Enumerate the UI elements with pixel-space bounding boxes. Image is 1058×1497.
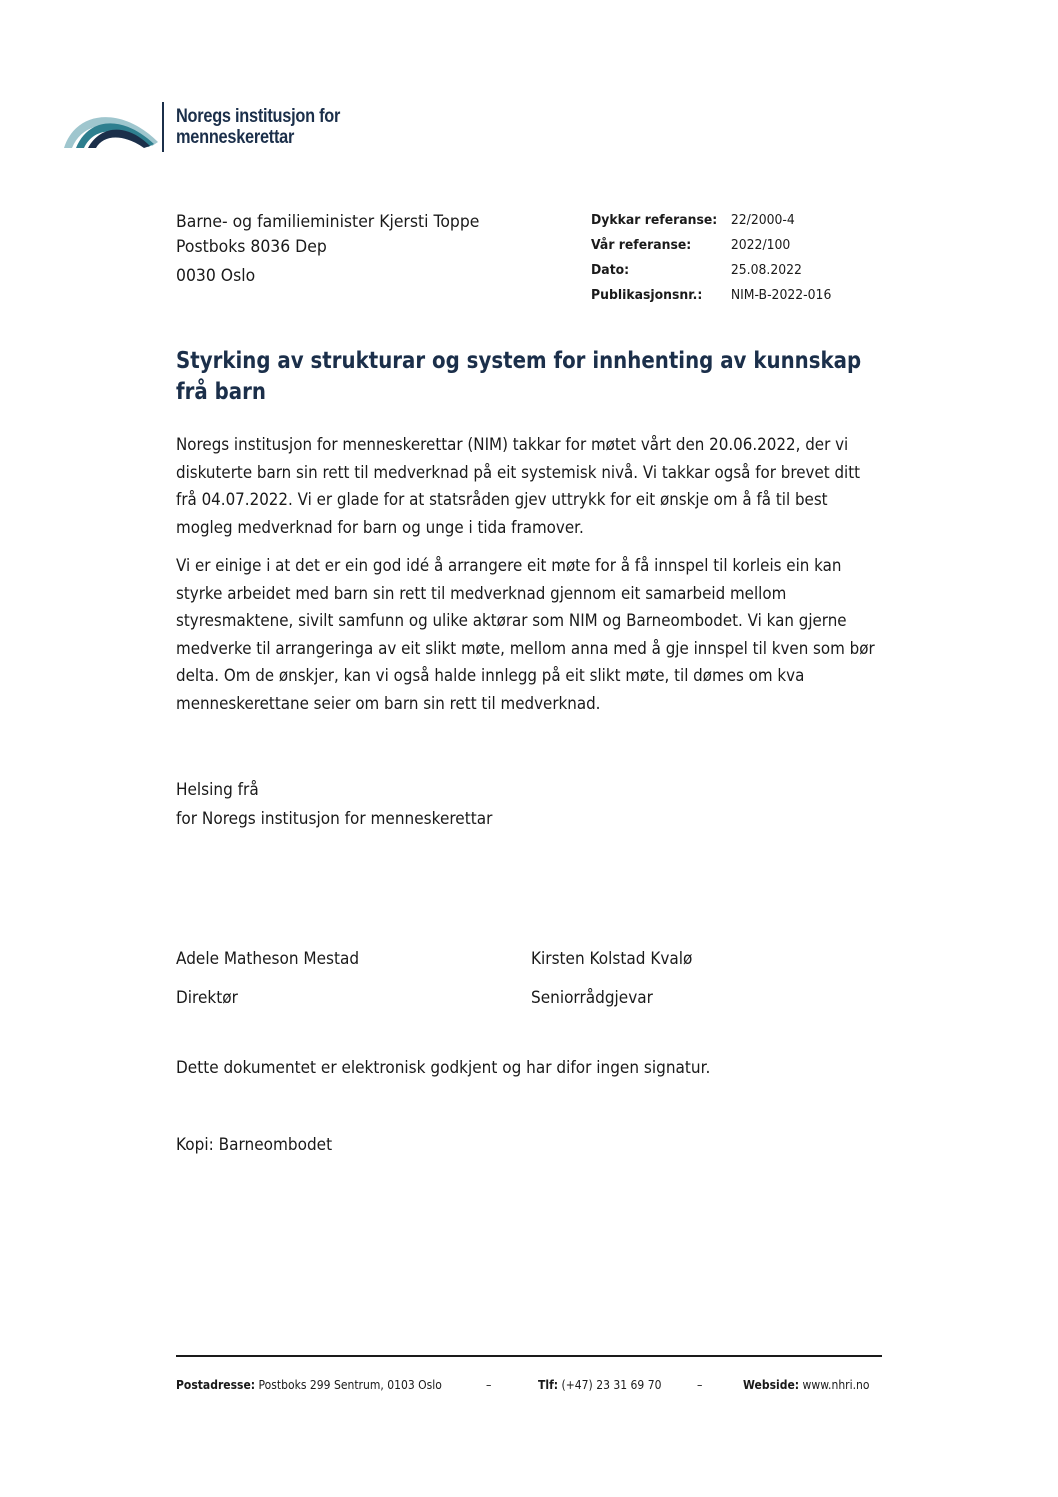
logo-line-1: Noregs institusjon for: [176, 106, 341, 127]
letter-title: Styrking av strukturar og system for innhenting av kunnskap frå barn: [176, 348, 862, 405]
logo-divider: [162, 102, 164, 152]
closing-greeting: Helsing frå: [176, 780, 259, 800]
footer-postal: [176, 1376, 442, 1394]
footer-phone: [538, 1376, 661, 1394]
footer-web-link[interactable]: www.nhri.no: [802, 1378, 870, 1392]
footer-phone-label: Tlf:: [538, 1378, 559, 1392]
signer-1: [176, 940, 359, 1018]
nim-arcs-icon: [62, 104, 160, 148]
footer-phone-value: (+47) 23 31 69 70: [561, 1378, 662, 1392]
footer-postal-value: Postboks 299 Sentrum, 0103 Oslo: [258, 1378, 442, 1392]
body-paragraph: Vi er einige i at det er ein god idé å arrangere eit møte for å få innspel til korleis ein kan styrke arbeidet med barn sin rett til medverknad gjennom eit samarbeid mellom styresmaktene, sivilt samfunn og ulike aktørar som NIM og Barneombodet. Vi kan gjerne medverke til arrangeringa av eit slikt møte, mellom anna med å gje innspel til kven som bør delta. Om de ønskjer, kan vi også halde innlegg på eit slikt møte, til dømes om kva menneskerettane seier om barn sin rett til medverknad.: [176, 556, 875, 714]
logo-wordmark: [176, 106, 340, 148]
reference-row: [591, 258, 831, 283]
reference-label: Dykkar referanse:: [591, 212, 718, 228]
reference-value: 22/2000-4: [730, 212, 795, 228]
footer-divider: [176, 1355, 882, 1357]
logo-line-2: menneskerettar: [176, 127, 295, 148]
signature-note: Dette dokumentet er elektronisk godkjent og har difor ingen signatur.: [176, 1058, 711, 1078]
signer-role: Direktør: [176, 988, 238, 1008]
footer-separator: –: [697, 1378, 703, 1392]
recipient-name: Barne- og familieminister Kjersti Toppe: [176, 212, 480, 232]
signer-name: Adele Matheson Mestad: [176, 949, 360, 969]
signer-role: Seniorrådgjevar: [531, 988, 653, 1008]
recipient-address: [176, 210, 479, 289]
letter-body: [176, 432, 878, 729]
reference-label: Publikasjonsnr.:: [591, 287, 703, 303]
footer-web: [743, 1376, 870, 1394]
closing: [176, 776, 492, 834]
body-paragraph: Noregs institusjon for menneskerettar (NIM) takkar for møtet vårt den 20.06.2022, der vi diskuterte barn sin rett til medverknad på eit systemisk nivå. Vi takkar også for brevet ditt frå 04.07.2022. Vi er glade for at statsråden gjev uttrykk for eit ønskje om å få til best mogleg medverknad for barn og unge i tida framover.: [176, 435, 861, 538]
footer-web-label: Webside:: [743, 1378, 800, 1392]
reference-value: 25.08.2022: [730, 262, 802, 278]
recipient-street: Postboks 8036 Dep: [176, 237, 327, 257]
signer-2: [531, 940, 692, 1018]
copy-recipient: Kopi: Barneombodet: [176, 1135, 333, 1155]
reference-value: NIM-B-2022-016: [730, 287, 832, 303]
reference-row: [591, 233, 831, 258]
reference-value: 2022/100: [730, 237, 791, 253]
reference-label: Vår referanse:: [591, 237, 692, 253]
footer-postal-label: Postadresse:: [176, 1378, 256, 1392]
nim-logo: [62, 100, 382, 160]
reference-row: [591, 283, 831, 308]
footer-separator: –: [486, 1378, 492, 1392]
reference-row: [591, 208, 831, 233]
recipient-city: 0030 Oslo: [176, 266, 256, 286]
signer-name: Kirsten Kolstad Kvalø: [531, 949, 693, 969]
reference-label: Dato:: [591, 262, 630, 278]
reference-block: [591, 208, 831, 308]
closing-org: for Noregs institusjon for menneskerettar: [176, 809, 493, 829]
